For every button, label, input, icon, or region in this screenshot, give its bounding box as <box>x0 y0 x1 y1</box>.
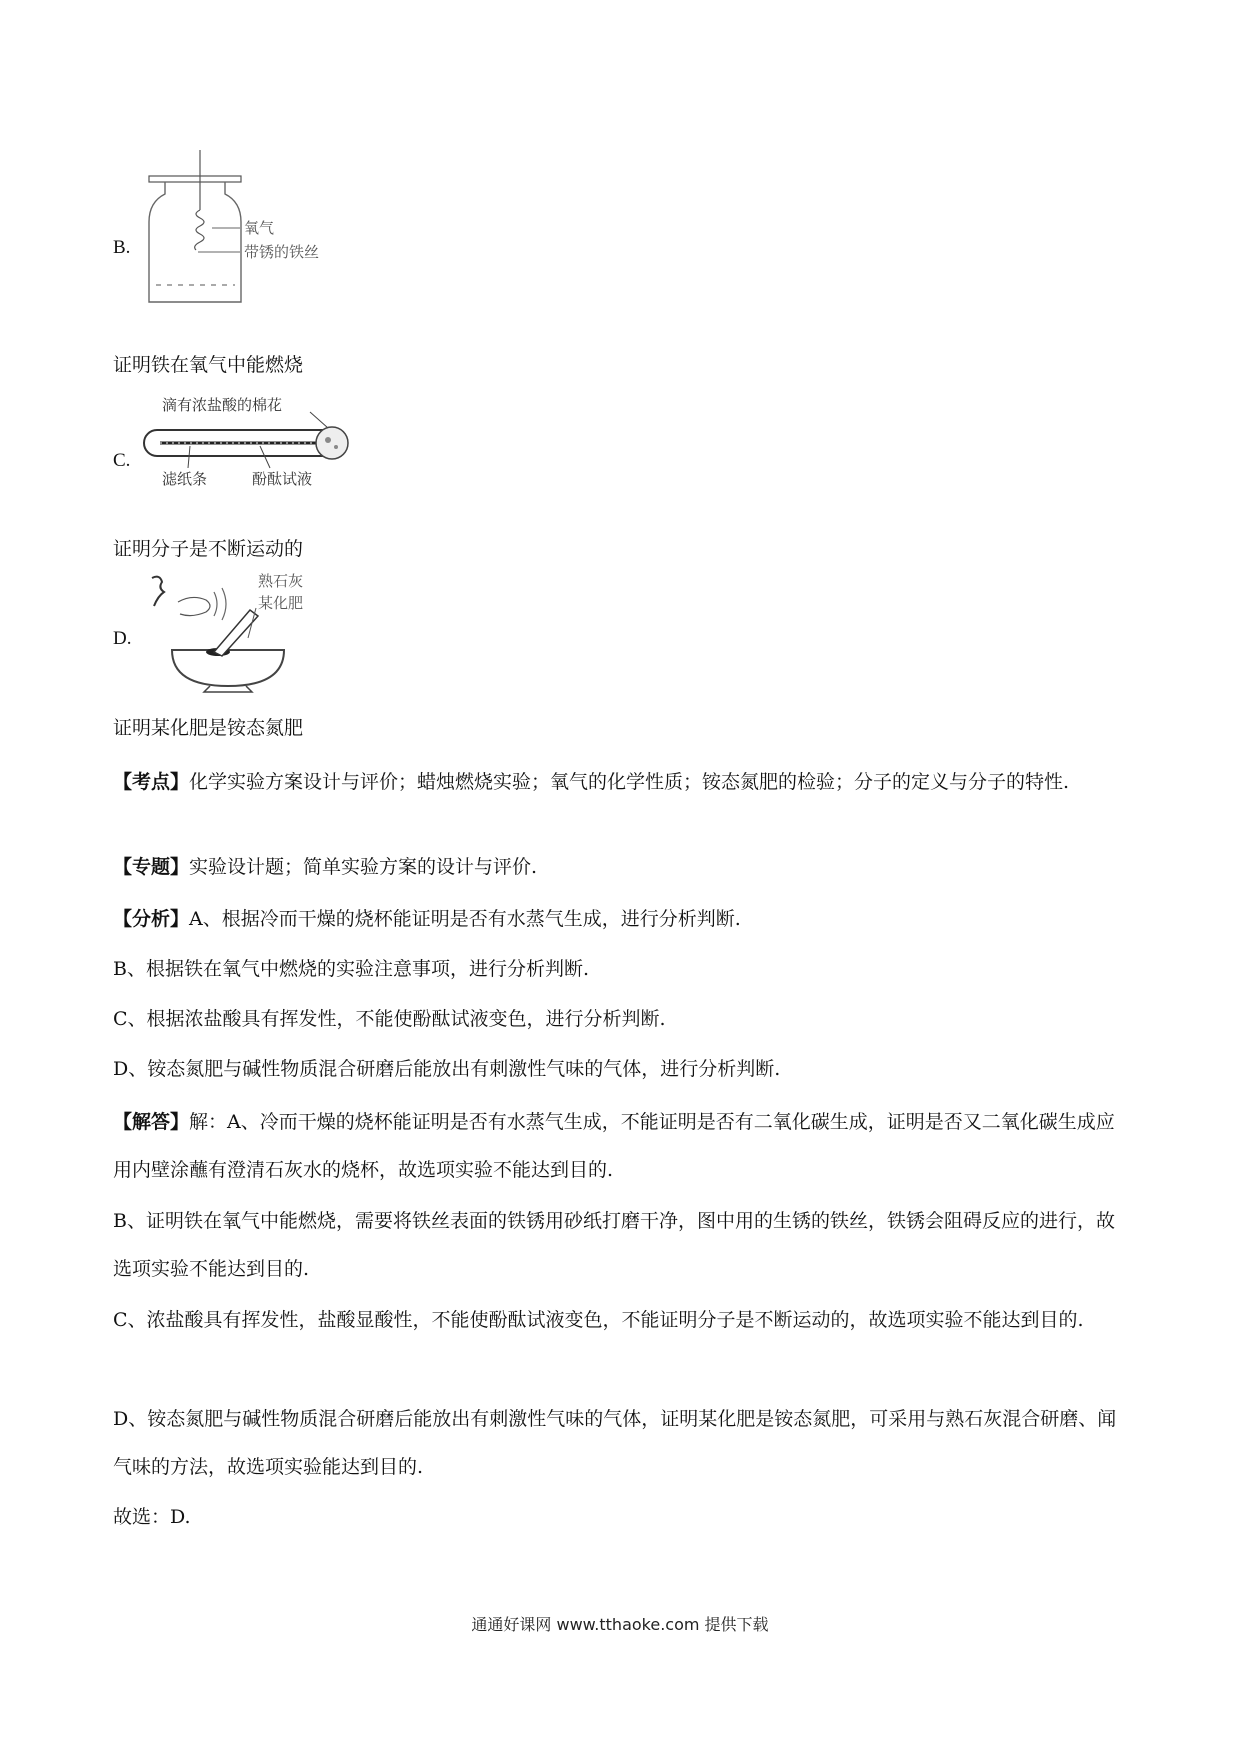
option-c-letter: C. <box>113 450 131 471</box>
jieda-d: D、铵态氮肥与碱性物质混合研磨后能放出有刺激性气味的气体，证明某化肥是铵态氮肥，可采用与熟石灰混合研磨、闻气味的方法，故选项实验能达到目的. <box>113 1408 1117 1478</box>
option-c-figure <box>140 392 360 494</box>
zhuanti-text: 实验设计题；简单实验方案的设计与评价. <box>189 856 538 878</box>
option-d-letter: D. <box>113 628 132 649</box>
jieda-c: C、浓盐酸具有挥发性，盐酸显酸性，不能使酚酞试液变色，不能证明分子是不断运动的，故选项实验不能达到目的. <box>113 1309 1084 1331</box>
option-b-figure <box>140 150 350 310</box>
kaodian-tag: 【考点】 <box>113 771 190 793</box>
option-d-figure <box>140 568 340 696</box>
jieda-b: B、证明铁在氧气中能燃烧，需要将铁丝表面的铁锈用砂纸打磨干净，图中用的生锈的铁丝，铁锈会阻碍反应的进行，故选项实验不能达到目的. <box>113 1210 1115 1280</box>
option-c-label-cotton: 滴有浓盐酸的棉花 <box>162 396 283 414</box>
jieda-a: 解：A、冷而干燥的烧杯能证明是否有水蒸气生成，不能证明是否有二氧化碳生成，证明是否又二氧化碳生成应用内壁涂蘸有澄清石灰水的烧杯，故选项实验不能达到目的. <box>113 1111 1115 1181</box>
fenxi-section <box>113 910 1128 929</box>
kaodian-section <box>113 758 1128 806</box>
option-c-label-phenolphthalein: 酚酞试液 <box>252 470 313 488</box>
kaodian-text: 化学实验方案设计与评价；蜡烛燃烧实验；氧气的化学性质；铵态氮肥的检验；分子的定义与分子的特性. <box>189 771 1070 793</box>
fenxi-b: B、根据铁在氧气中燃烧的实验注意事项，进行分析判断. <box>113 958 590 980</box>
fenxi-c: C、根据浓盐酸具有挥发性，不能使酚酞试液变色，进行分析判断. <box>113 1008 666 1030</box>
fenxi-tag: 【分析】 <box>113 908 190 930</box>
jieda-tag: 【解答】 <box>113 1111 190 1133</box>
option-c-label-filter: 滤纸条 <box>162 470 208 488</box>
option-d-caption: 证明某化肥是铵态氮肥 <box>113 717 304 739</box>
option-c-caption: 证明分子是不断运动的 <box>113 538 304 560</box>
option-b-label-oxygen: 氧气 <box>244 219 275 237</box>
fenxi-d: D、铵态氮肥与碱性物质混合研磨后能放出有刺激性气味的气体，进行分析判断. <box>113 1058 781 1080</box>
jieda-section <box>113 1098 1128 1194</box>
option-d-label-fertilizer: 某化肥 <box>258 594 304 612</box>
option-b-caption: 证明铁在氧气中能燃烧 <box>113 354 304 376</box>
answer: 故选：D. <box>113 1506 191 1528</box>
option-b-letter: B. <box>113 237 131 258</box>
fenxi-a: A、根据冷而干燥的烧杯能证明是否有水蒸气生成，进行分析判断. <box>189 908 741 930</box>
option-b-label-iron-wire: 带锈的铁丝 <box>244 243 320 261</box>
footer-source: 通通好课网 www.tthaoke.com 提供下载 <box>471 1615 769 1634</box>
option-d-label-lime: 熟石灰 <box>258 572 304 590</box>
zhuanti-tag: 【专题】 <box>113 856 190 878</box>
zhuanti-section <box>113 858 1128 877</box>
